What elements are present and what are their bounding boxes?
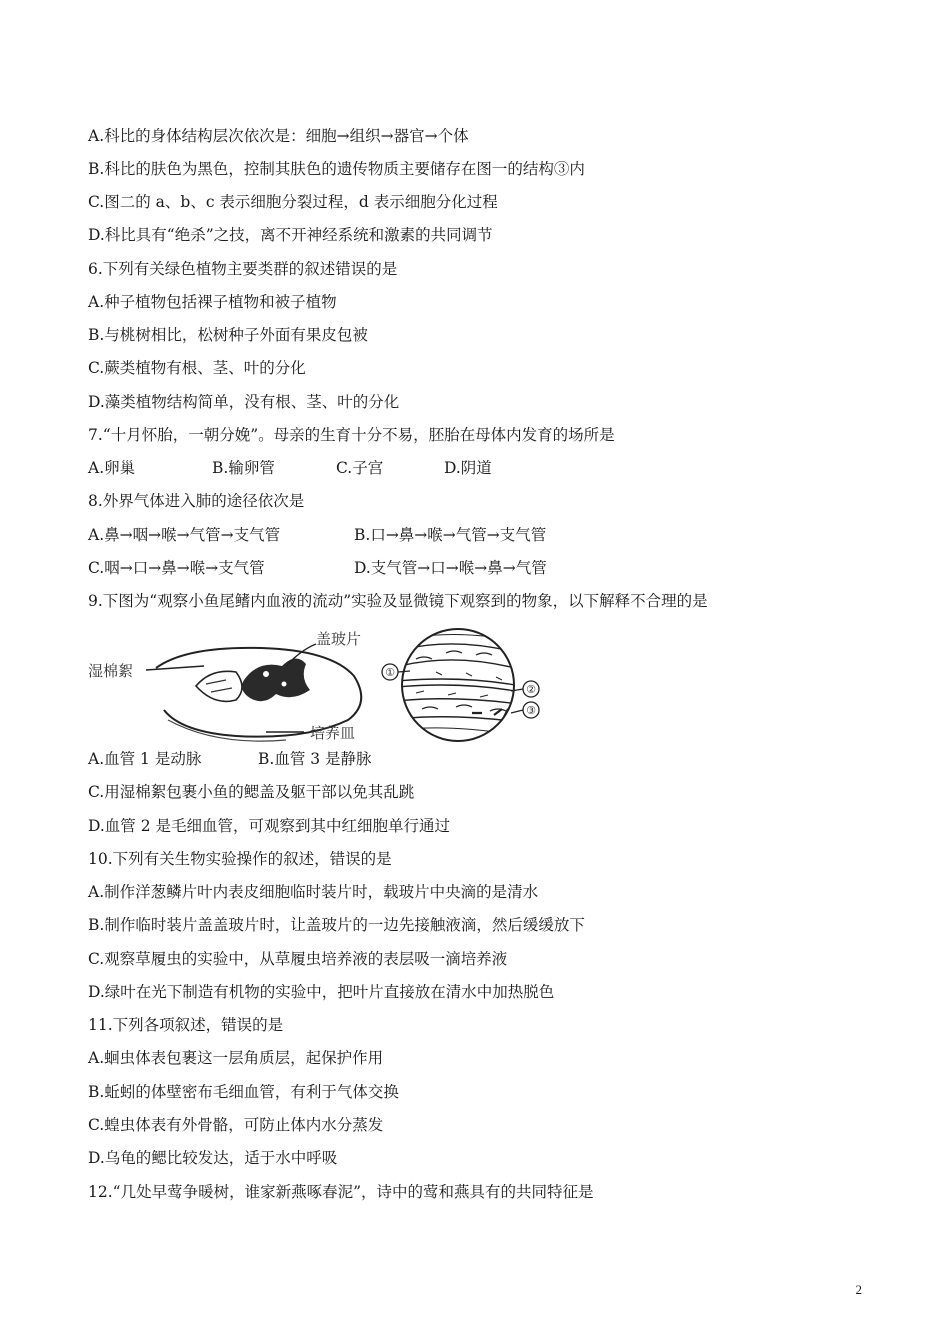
q7-option-d: D.阴道	[444, 459, 492, 477]
q6-option-a: A.种子植物包括裸子植物和被子植物	[88, 293, 337, 311]
q5-option-a: A.科比的身体结构层次依次是：细胞→组织→器官→个体	[88, 127, 469, 145]
q9-option-c: C.用湿棉絮包裹小鱼的鳃盖及躯干部以免其乱跳	[88, 783, 415, 801]
q6-option-d: D.藻类植物结构简单，没有根、茎、叶的分化	[88, 393, 400, 411]
q9-options-row	[88, 749, 372, 769]
q8-option-d: D.支气管→口→喉→鼻→气管	[354, 559, 547, 577]
q8-options-row-2	[88, 558, 547, 578]
q9-stem: 9.下图为“观察小鱼尾鳍内血液的流动”实验及显微镜下观察到的物象，以下解释不合理的是	[88, 592, 708, 610]
fish-experiment-figure	[86, 628, 386, 746]
q10-option-c: C.观察草履虫的实验中，从草履虫培养液的表层吸一滴培养液	[88, 950, 508, 968]
q12-stem: 12.“几处早莺争暖树，谁家新燕啄春泥”，诗中的莺和燕具有的共同特征是	[88, 1183, 594, 1201]
q5-option-c: C.图二的 a、b、c 表示细胞分裂过程，d 表示细胞分化过程	[88, 193, 498, 211]
label-cover-slip: 盖玻片	[316, 630, 362, 648]
q8-stem: 8.外界气体进入肺的途径依次是	[88, 492, 305, 510]
label-vessel-2: ②	[526, 683, 536, 696]
q10-option-d: D.绿叶在光下制造有机物的实验中，把叶片直接放在清水中加热脱色	[88, 983, 555, 1001]
q11-option-b: B.蚯蚓的体壁密布毛细血管，有利于气体交换	[88, 1083, 399, 1101]
q7-option-c: C.子宫	[336, 459, 384, 477]
q9-option-b: B.血管 3 是静脉	[258, 750, 372, 768]
q10-stem: 10.下列有关生物实验操作的叙述，错误的是	[88, 850, 392, 868]
q7-option-a: A.卵巢	[88, 459, 136, 477]
q9-option-a: A.血管 1 是动脉	[88, 750, 202, 768]
q9-option-d: D.血管 2 是毛细血管，可观察到其中红细胞单行通过	[88, 817, 451, 835]
label-petri-dish: 培养皿	[310, 724, 356, 742]
q6-option-c: C.蕨类植物有根、茎、叶的分化	[88, 359, 306, 377]
q6-option-b: B.与桃树相比，松树种子外面有果皮包被	[88, 326, 368, 344]
q7-options-row	[88, 458, 492, 478]
q5-option-b: B.科比的肤色为黑色，控制其肤色的遗传物质主要储存在图一的结构③内	[88, 160, 585, 178]
q11-option-a: A.蛔虫体表包裹这一层角质层，起保护作用	[88, 1049, 384, 1067]
page-number: 2	[855, 1282, 862, 1297]
q8-option-a: A.鼻→咽→喉→气管→支气管	[88, 526, 281, 544]
label-vessel-3: ③	[526, 704, 536, 717]
q5-option-d: D.科比具有“绝杀”之技，离不开神经系统和激素的共同调节	[88, 226, 493, 244]
q7-stem: 7.“十月怀胎，一朝分娩”。母亲的生育十分不易，胚胎在母体内发育的场所是	[88, 426, 615, 444]
label-vessel-1: ①	[385, 666, 395, 679]
q8-options-row-1	[88, 525, 546, 545]
q10-option-b: B.制作临时装片盖盖玻片时，让盖玻片的一边先接触液滴，然后缓缓放下	[88, 916, 585, 934]
q11-option-c: C.蝗虫体表有外骨骼，可防止体内水分蒸发	[88, 1116, 384, 1134]
microscope-view-figure	[376, 625, 546, 745]
q11-stem: 11.下列各项叙述，错误的是	[88, 1016, 284, 1034]
q10-option-a: A.制作洋葱鳞片叶内表皮细胞临时装片时，载玻片中央滴的是清水	[88, 883, 539, 901]
q8-option-b: B.口→鼻→喉→气管→支气管	[354, 526, 547, 544]
q8-option-c: C.咽→口→鼻→喉→支气管	[88, 559, 265, 577]
q7-option-b: B.输卵管	[212, 459, 275, 477]
q11-option-d: D.乌龟的鳃比较发达，适于水中呼吸	[88, 1149, 338, 1167]
q6-stem: 6.下列有关绿色植物主要类群的叙述错误的是	[88, 260, 398, 278]
label-wet-cotton: 湿棉絮	[88, 662, 134, 680]
